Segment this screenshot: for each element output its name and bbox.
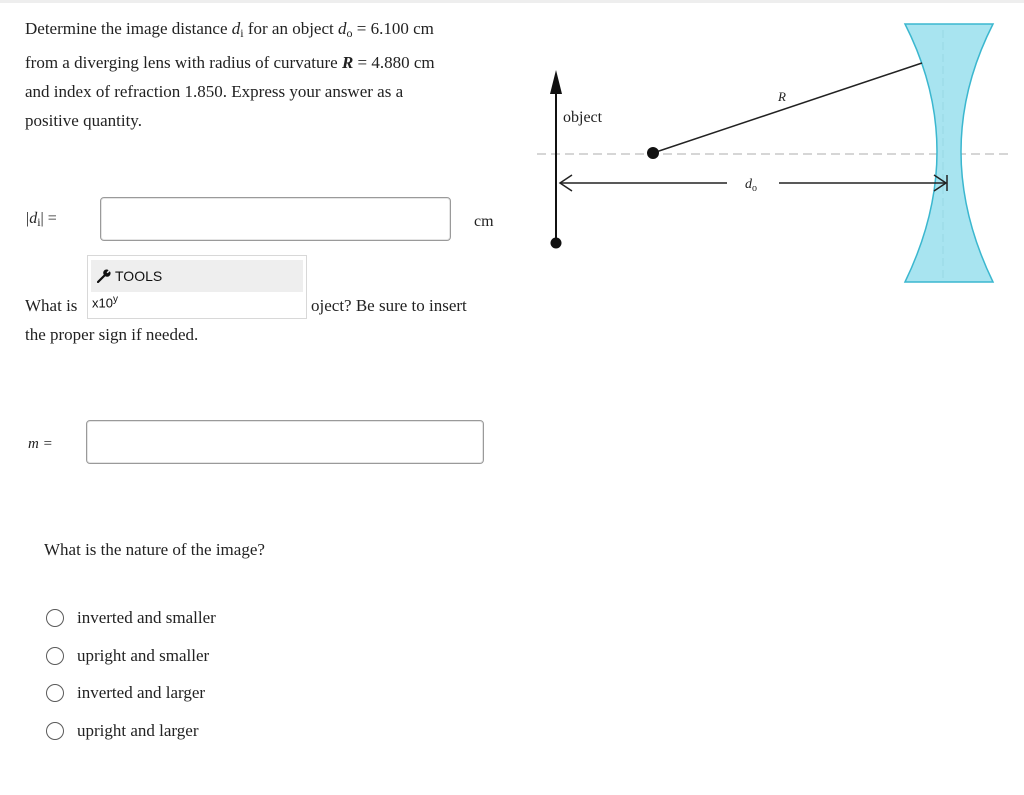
nature-prompt: What is the nature of the image? [44,540,265,559]
diverging-lens [905,24,993,282]
tools-button[interactable]: TOOLS [91,260,303,292]
do-variable: $d_o$ [338,19,353,40]
center-of-curvature-dot [647,147,659,159]
object-arrow-head [550,70,562,94]
sci-notation-button[interactable]: x10$^y$ [92,294,118,311]
choice-inverted-smaller[interactable]: inverted and smaller [46,608,216,628]
choice-upright-larger[interactable]: upright and larger [46,721,198,741]
radio-button[interactable] [46,647,64,665]
R-value: 4.880 cm [371,53,435,72]
question2-text-start: What is [25,296,78,315]
question-text: Determine the image distance $d_i$ for an object $d_o = 6.100$ cm from a diverging lens with radius of curvature R = 4.880 cm and index of refraction 1.850. Express your answer as a positive quantity. [25,19,435,130]
lens-diagram [0,0,1024,300]
object-label: object [563,109,603,126]
radio-button[interactable] [46,684,64,702]
m-answer-label: m = [28,436,53,452]
R-variable: R [341,53,354,72]
do-label: $d_o$ [745,177,757,194]
radius-line [653,63,922,153]
radio-button[interactable] [46,609,64,627]
choice-upright-smaller[interactable]: upright and smaller [46,646,209,666]
di-variable: $d_i$ [231,19,244,40]
di-unit: cm [474,213,494,230]
radio-button[interactable] [46,722,64,740]
question2-text-line2: the proper sign if needed. [25,325,199,344]
m-answer-input[interactable] [86,420,484,464]
R-label: R [778,89,786,104]
question2-text-end: oject? Be sure to insert [311,296,467,315]
do-value: 6.100 cm [370,19,434,38]
choice-inverted-larger[interactable]: inverted and larger [46,683,205,703]
di-answer-label: $|d_i|$ = [26,210,57,229]
object-base-dot [551,238,562,249]
